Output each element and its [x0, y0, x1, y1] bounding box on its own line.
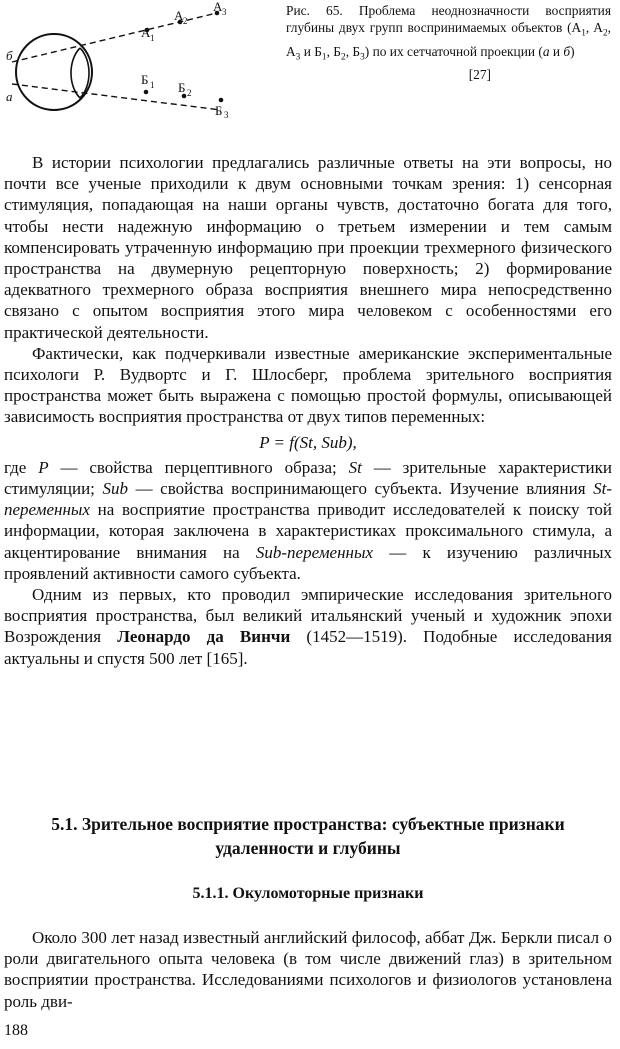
paragraph-2: Фактически, как подчеркивали известные американские экспериментальные психологи Р. Вудвортс и Г. Шлосберг, проблема зрительного восприятия пространства может быть выражена с помощью простой формулы, описывающей зависимость восприятия пространства от двух типов переменных:	[4, 343, 612, 427]
eye-diagram	[0, 0, 270, 118]
paragraph-5: Около 300 лет назад известный английский философ, аббат Дж. Беркли писал о роли двигательного опыта человека (в том числе движений глаз) в зрительном восприятии пространства. Исследованиями психологов и физиологов установлена роль дви-	[4, 928, 612, 1011]
eye-depth-figure	[0, 0, 270, 118]
lens-inner-curve	[71, 48, 80, 98]
label-a1: A	[141, 25, 151, 40]
formula: P = f(St, Sub),	[259, 432, 357, 452]
main-text	[4, 152, 612, 669]
label-a3-sub: 3	[222, 7, 227, 17]
label-b1: Б	[141, 72, 149, 87]
section-text	[4, 927, 612, 1012]
label-b3: Б	[215, 103, 223, 118]
label-b2-sub: 2	[187, 88, 192, 98]
label-a3: A	[213, 0, 223, 14]
section-heading: 5.1. Зрительное восприятие пространства: субъектные признаки удаленности и глубины	[51, 814, 565, 858]
paragraph-1: В истории психологии предлагались различные ответы на эти вопросы, но почти все ученые приходили к двум основными точкам зрения: 1) сенсорная стимуляция, попадающая на наши органы чувств, достаточно богата для того, чтобы нести надежную информацию о третьем измерении и тем самым компенсировать утраченную информацию при проекции трехмерного физического пространства на двумерную рецепторную поверхность; 2) формирование адекватного трехмерного образа восприятия внешнего мира непосредственно связано с опытом восприятия этого мира человеком с особенностями его практической деятельности.	[4, 153, 612, 342]
label-a2: A	[174, 8, 184, 23]
caption-reference: [27]	[468, 67, 491, 83]
page-number: 188	[4, 1022, 28, 1039]
label-a1-sub: 1	[150, 33, 155, 43]
paragraph-3: где P — свойства перцептивного образа; St — зрительные характеристики стимуляции; Sub — свойства воспринимающего субъекта. Изучение влияния St-переменных на восприятие пространства приводит исследователей к поиску той информации, которая заключена в характеристиках проксимального стимула, а акцентирование внимания на Sub-переменных — к изучению различных проявлений активности самого субъекта.	[4, 457, 613, 583]
label-a2-sub: 2	[183, 16, 188, 26]
point-b1	[144, 90, 149, 95]
label-b2: Б	[178, 80, 186, 95]
label-b: б	[6, 48, 13, 63]
paragraph-4: Одним из первых, кто проводил эмпирические исследования зрительного восприятия пространства, был великий итальянский ученый и художник эпохи Возрождения Леонардо да Винчи (1452—1519). Подобные исследования актуальны и спустя 500 лет [165].	[4, 585, 612, 668]
subsection-heading: 5.1.1. Окуломоторные признаки	[192, 885, 424, 902]
label-a: а	[6, 89, 13, 104]
figure-caption: Рис. 65. Проблема неоднозначности восприятия глубины двух групп воспринимаемых объектов ($A_1$, $A_2$, $A_3$ и $Б_1$, $Б_2$, $Б_3$) по их сетчаточной проекции (а и б) [27]	[286, 3, 611, 83]
point-b3	[219, 98, 224, 103]
label-b3-sub: 3	[224, 110, 229, 118]
label-b1-sub: 1	[150, 80, 155, 90]
